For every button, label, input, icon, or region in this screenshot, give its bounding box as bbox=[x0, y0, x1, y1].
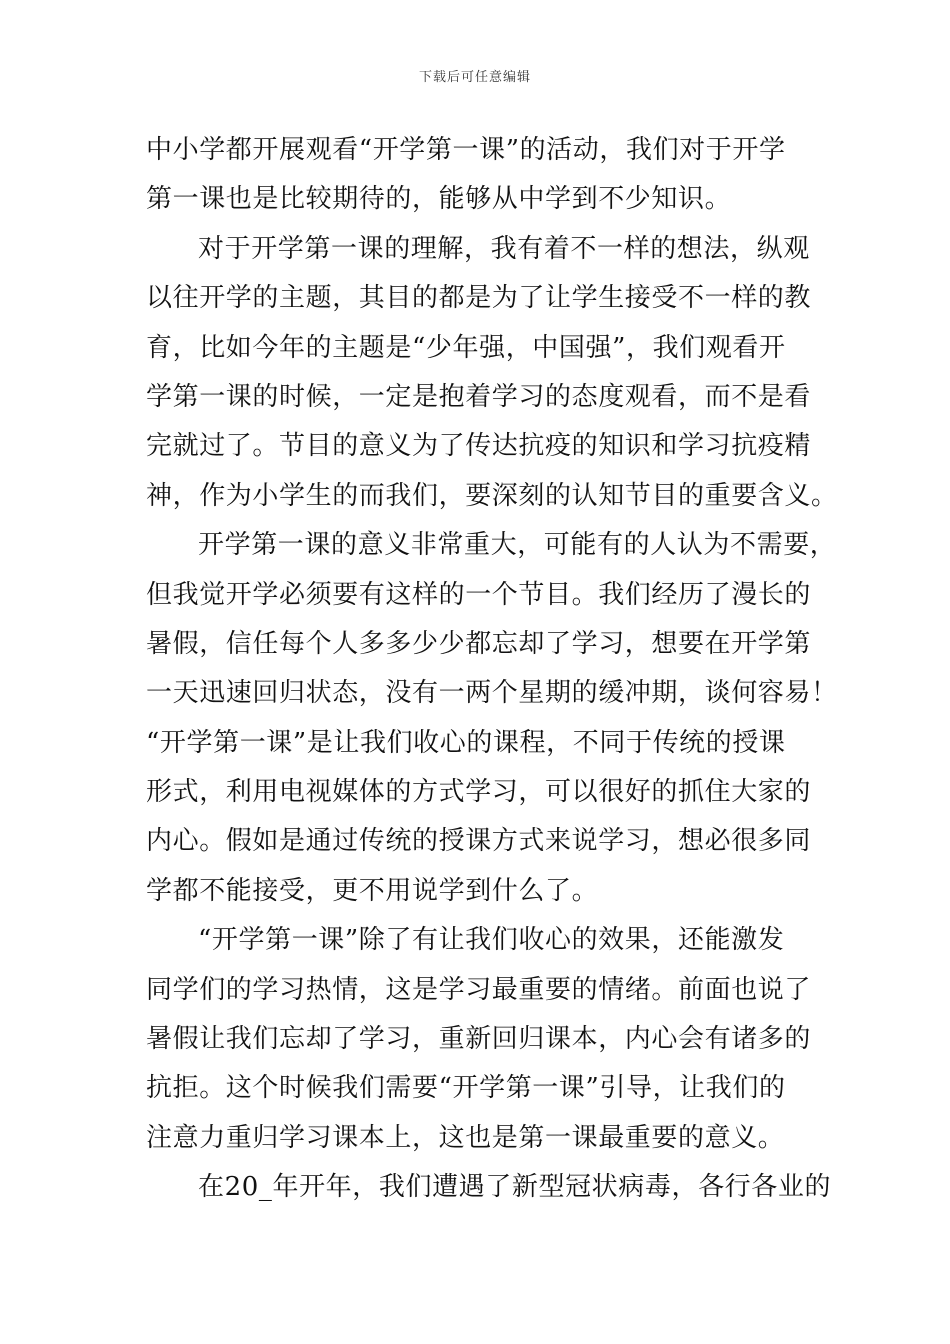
page-header: 下载后可任意编辑 bbox=[418, 70, 531, 85]
text-line: 暑假让我们忘却了学习，重新回归课本，内心会有诸多的 bbox=[146, 1024, 812, 1055]
text-line: 注意力重归学习课本上，这也是第一课最重要的意义。 bbox=[146, 1122, 785, 1153]
text-line: 第一课也是比较期待的，能够从中学到不少知识。 bbox=[146, 184, 732, 215]
text-line: 形式，利用电视媒体的方式学习，可以很好的抓住大家的 bbox=[146, 777, 812, 808]
text-line: 在20_年开年，我们遭遇了新型冠状病毒，各行各业的 bbox=[198, 1172, 832, 1203]
text-line: 对于开学第一课的理解，我有着不一样的想法，纵观 bbox=[198, 233, 810, 264]
text-line: 中小学都开展观看“开学第一课”的活动，我们对于开学 bbox=[146, 135, 786, 165]
text-line: 学都不能接受，更不用说学到什么了。 bbox=[146, 875, 599, 906]
text-line: 开学第一课的意义非常重大，可能有的人认为不需要， bbox=[198, 530, 837, 561]
text-line: 但我觉开学必须要有这样的一个节目。我们经历了漫长的 bbox=[146, 579, 812, 610]
text-line: 育，比如今年的主题是“少年强，中国强”，我们观看开 bbox=[146, 332, 786, 363]
text-line: 学第一课的时候，一定是抱着学习的态度观看，而不是看 bbox=[146, 381, 812, 412]
text-line: 抗拒。这个时候我们需要“开学第一课”引导，让我们的 bbox=[146, 1073, 786, 1104]
document-body bbox=[146, 126, 838, 1213]
text-line: 完就过了。节目的意义为了传达抗疫的知识和学习抗疫精 bbox=[146, 431, 812, 462]
text-line: 内心。假如是通过传统的授课方式来说学习，想必很多同 bbox=[146, 826, 812, 857]
text-line: 暑假，信任每个人多多少少都忘却了学习，想要在开学第 bbox=[146, 628, 812, 659]
text-line: 一天迅速回归状态，没有一两个星期的缓冲期，谈何容易！ bbox=[146, 678, 838, 709]
text-line: 神，作为小学生的而我们，要深刻的认知节目的重要含义。 bbox=[146, 480, 838, 511]
text-line: 以往开学的主题，其目的都是为了让学生接受不一样的教 bbox=[146, 283, 812, 314]
text-line: 同学们的学习热情，这是学习最重要的情绪。前面也说了 bbox=[146, 974, 812, 1005]
text-line: “开学第一课”除了有让我们收心的效果，还能激发 bbox=[198, 925, 785, 956]
text-line: “开学第一课”是让我们收心的课程，不同于传统的授课 bbox=[146, 727, 786, 758]
